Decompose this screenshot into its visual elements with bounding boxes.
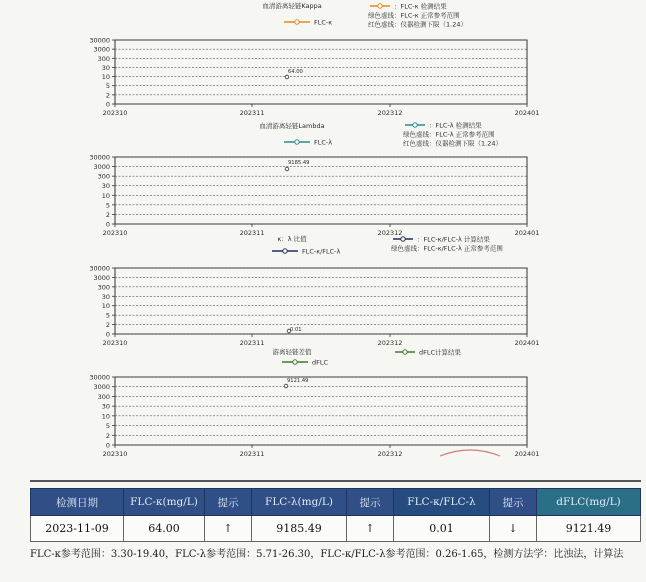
y-tick-label: 3000 [93, 45, 110, 54]
y-tick-label: 30 [101, 402, 110, 411]
x-tick-label: 202310 [102, 450, 128, 458]
legend-text: ：FLC-λ 检测结果 [429, 121, 482, 130]
x-tick-label: 202310 [102, 339, 128, 347]
x-tick-label: 202310 [102, 109, 128, 117]
y-tick-label: 2 [105, 321, 110, 330]
table-row [31, 516, 641, 542]
header-kappa: FLC-κ(mg/L) [124, 489, 205, 516]
results-table [30, 488, 641, 542]
y-tick-label: 10 [101, 412, 110, 421]
y-tick-label: 10 [101, 191, 110, 200]
y-tick-label: 300 [97, 54, 110, 63]
y-tick-label: 5 [105, 311, 110, 320]
legend-text: 红色虚线：仪器检测下限（1.24） [403, 139, 502, 148]
legend-marker [413, 123, 417, 127]
chart-title: 血清游离轻链Lambda [259, 122, 325, 130]
data-point-label: 0.01 [290, 327, 302, 333]
legend-text: 绿色虚线：FLC-κ 正常参考范围 [368, 11, 460, 20]
data-point [284, 384, 288, 388]
x-tick-label: 202310 [102, 229, 128, 237]
y-tick-label: 30000 [89, 36, 110, 45]
header-lambda-flag: 提示 [347, 489, 394, 516]
cell-lambda-flag: ↑ [347, 516, 394, 542]
y-tick-label: 2 [105, 91, 110, 100]
y-tick-label: 300 [97, 392, 110, 401]
y-tick-label: 0 [105, 441, 110, 450]
legend-text: 红色虚线：仪器检测下限（1.24） [368, 20, 467, 29]
header-ratio-flag: 提示 [490, 489, 537, 516]
x-tick-label: 202312 [377, 109, 403, 117]
data-point-label: 64.00 [288, 69, 303, 75]
chart-2 [89, 121, 539, 238]
y-tick-label: 3000 [93, 163, 110, 172]
cell-lambda: 9185.49 [252, 516, 347, 542]
series-legend-marker [295, 140, 299, 144]
header-date: 检测日期 [31, 489, 124, 516]
y-tick-label: 300 [97, 283, 110, 292]
y-tick-label: 5 [105, 201, 110, 210]
series-legend-marker [295, 20, 299, 24]
y-tick-label: 5 [105, 82, 110, 91]
chart-1 [89, 1, 539, 117]
x-tick-label: 202401 [514, 450, 540, 458]
y-tick-label: 10 [101, 73, 110, 82]
plot-frame [115, 157, 527, 224]
cell-date: 2023-11-09 [31, 516, 124, 542]
x-tick-label: 202312 [377, 229, 403, 237]
header-dflc: dFLC(mg/L) [537, 489, 641, 516]
series-legend-label: FLC-λ [314, 138, 333, 147]
legend-text: 绿色虚线：FLC-λ 正常参考范围 [403, 130, 495, 139]
series-legend-marker [293, 360, 297, 364]
data-point-label: 9185.49 [288, 160, 310, 166]
y-tick-label: 3000 [93, 383, 110, 392]
chart-title: κ：λ 比值 [277, 235, 307, 243]
legend-marker [378, 4, 382, 8]
header-ratio: FLC-κ/FLC-λ [394, 489, 490, 516]
legend-text: dFLC计算结果 [419, 348, 462, 357]
series-legend-marker [283, 249, 287, 253]
series-legend-label: FLC-κ/FLC-λ [302, 247, 341, 256]
separator-bar [30, 480, 641, 482]
series-legend-label: dFLC [312, 358, 329, 367]
y-tick-label: 2 [105, 431, 110, 440]
y-tick-label: 30 [101, 63, 110, 72]
y-tick-label: 0 [105, 100, 110, 109]
x-tick-label: 202311 [239, 229, 265, 237]
header-lambda: FLC-λ(mg/L) [252, 489, 347, 516]
x-tick-label: 202311 [239, 339, 265, 347]
reference-ranges-footer: FLC-κ参考范围：3.30-19.40，FLC-λ参考范围：5.71-26.30，FLC-κ/FLC-λ参考范围：0.26-1.65，检测方法学：比浊法，计算法 [30, 549, 624, 560]
chart-title: 血清游离轻链Kappa [262, 2, 322, 10]
x-tick-label: 202311 [239, 450, 265, 458]
data-point [285, 75, 289, 79]
stamp-mark [440, 450, 500, 456]
chart-3 [89, 234, 539, 347]
cell-kappa-flag: ↑ [205, 516, 252, 542]
y-tick-label: 30000 [89, 373, 110, 382]
legend-text: ：FLC-κ/FLC-λ 计算结果 [417, 235, 490, 244]
cell-ratio: 0.01 [394, 516, 490, 542]
y-tick-label: 0 [105, 330, 110, 339]
data-point-label: 9121.49 [287, 378, 309, 384]
legend-text: 绿色虚线：FLC-κ/FLC-λ 正常参考范围 [391, 244, 503, 253]
plot-frame [115, 268, 527, 334]
legend-marker [403, 350, 407, 354]
x-tick-label: 202312 [377, 339, 403, 347]
legend-text: ：FLC-κ 检测结果 [394, 2, 447, 11]
data-point [285, 167, 289, 171]
table-header-row [31, 489, 641, 516]
y-tick-label: 30 [101, 292, 110, 301]
chart-title: 游离轻链差值 [272, 348, 312, 356]
y-tick-label: 30000 [89, 153, 110, 162]
cell-dflc: 9121.49 [537, 516, 641, 542]
legend-marker [401, 237, 405, 241]
plot-frame [115, 40, 527, 104]
y-tick-label: 300 [97, 172, 110, 181]
y-tick-label: 3000 [93, 273, 110, 282]
y-tick-label: 0 [105, 220, 110, 229]
series-legend-label: FLC-κ [314, 18, 333, 27]
chart-4 [89, 347, 539, 458]
x-tick-label: 202312 [377, 450, 403, 458]
y-tick-label: 30 [101, 182, 110, 191]
y-tick-label: 10 [101, 302, 110, 311]
header-kappa-flag: 提示 [205, 489, 252, 516]
x-tick-label: 202401 [514, 339, 540, 347]
y-tick-label: 2 [105, 210, 110, 219]
x-tick-label: 202311 [239, 109, 265, 117]
x-tick-label: 202401 [514, 229, 540, 237]
cell-kappa: 64.00 [124, 516, 205, 542]
cell-ratio-flag: ↓ [490, 516, 537, 542]
plot-frame [115, 377, 527, 445]
y-tick-label: 30000 [89, 264, 110, 273]
y-tick-label: 5 [105, 422, 110, 431]
x-tick-label: 202401 [514, 109, 540, 117]
